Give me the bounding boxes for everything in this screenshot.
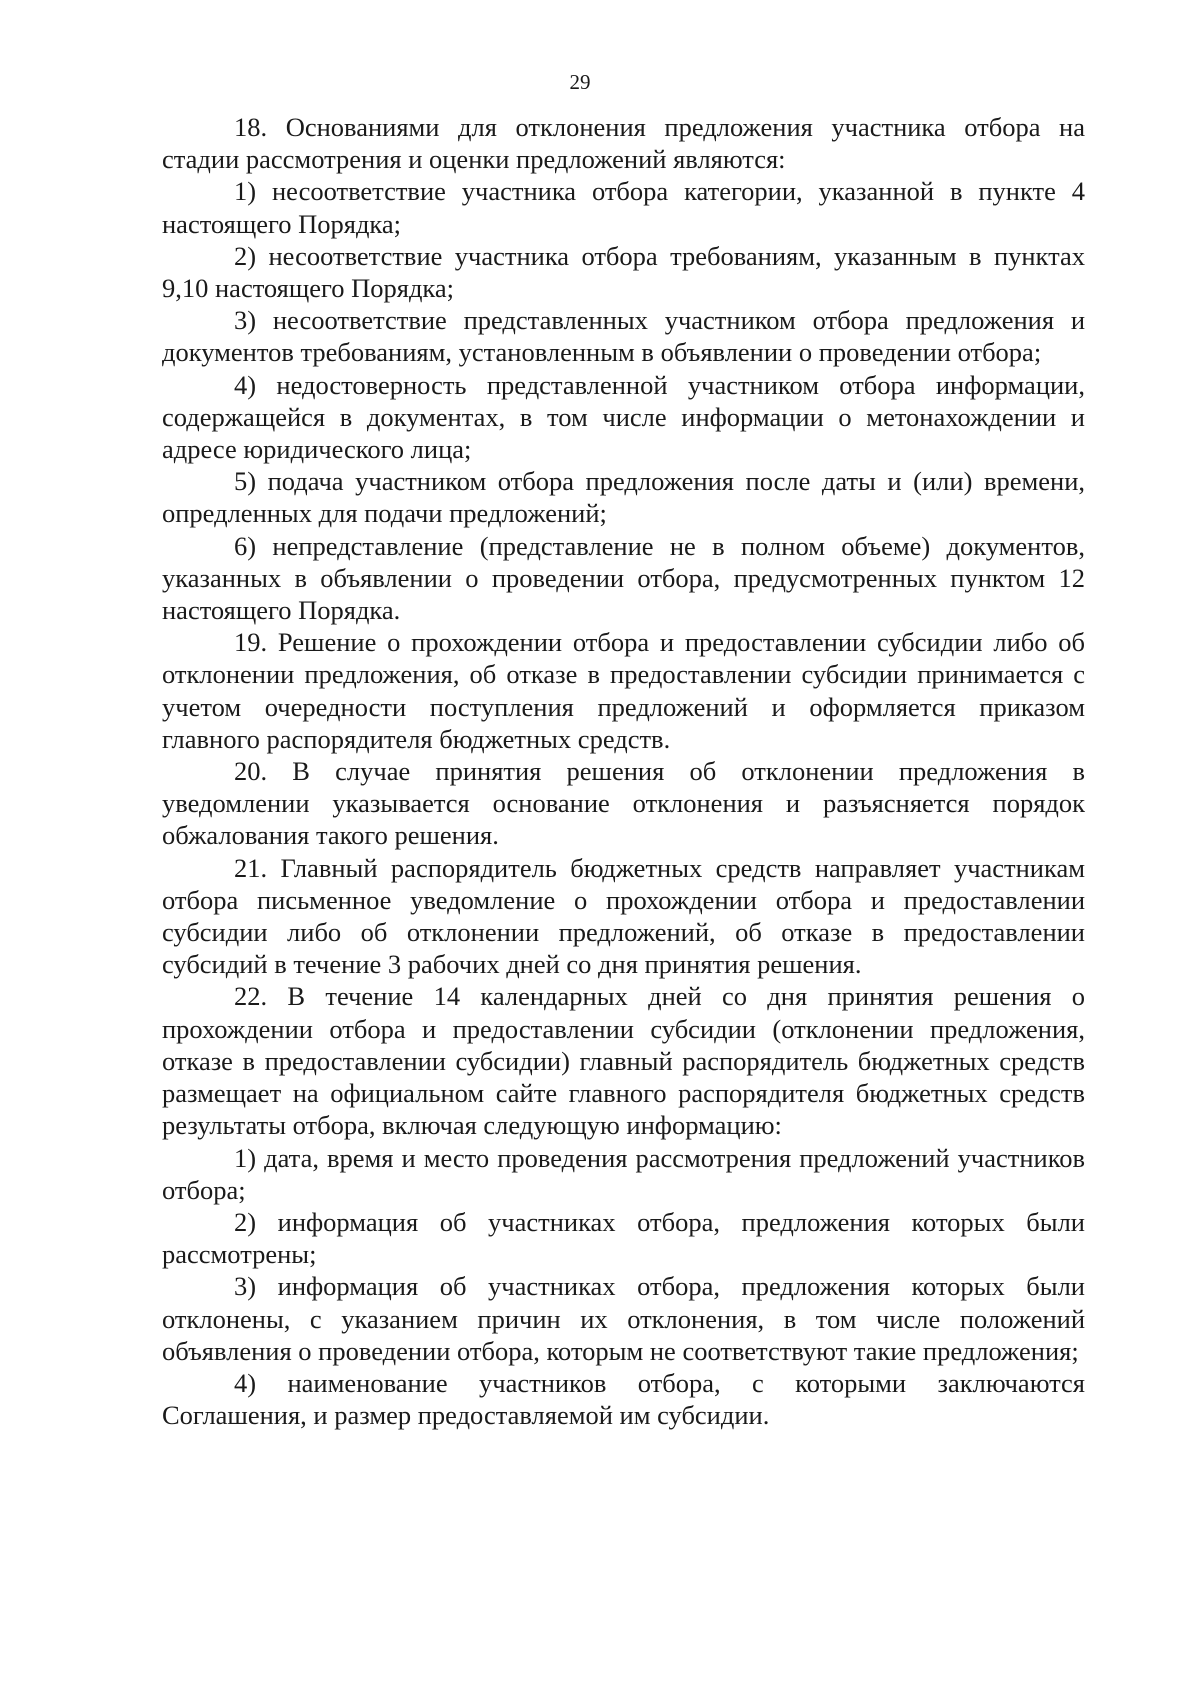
document-body	[162, 111, 1085, 1431]
paragraph-18-item-1: 1) несоответствие участника отбора категории, указанной в пункте 4 настоящего Порядка;	[162, 176, 1085, 239]
paragraph-22-item-4: 4) наименование участников отбора, с которыми заключаются Соглашения, и размер предоставляемой им субсидии.	[162, 1367, 1085, 1431]
paragraph-20: 20. В случае принятия решения об отклонении предложения в уведомлении указывается основание отклонения и разъясняется порядок обжалования такого решения.	[162, 756, 1085, 851]
paragraph-18-item-3: 3) несоответствие представленных участником отбора предложения и документов требованиям, установленным в объявлении о проведении отбора;	[162, 305, 1085, 368]
paragraph-22: 22. В течение 14 календарных дней со дня принятия решения о прохождении отбора и предоставлении субсидии (отклонении предложения, отказе в предоставлении субсидии) главный распорядитель бюджетных средств размещает на официальном сайте главного распорядителя бюджетных средств результаты отбора, включая следующую информацию:	[162, 981, 1085, 1141]
paragraph-18-item-6: 6) непредставление (представление не в полном объеме) документов, указанных в объявлении о проведении отбора, предусмотренных пунктом 12 настоящего Порядка.	[162, 530, 1085, 626]
paragraph-19: 19. Решение о прохождении отбора и предоставлении субсидии либо об отклонении предложения, об отказе в предоставлении субсидии принимается с учетом очередности поступления предложений и оформляется приказом главного распорядителя бюджетных средств.	[162, 627, 1085, 754]
paragraph-21: 21. Главный распорядитель бюджетных средств направляет участникам отбора письменное уведомление о прохождении отбора и предоставлении субсидии либо об отклонении предложений, об отказе в предоставлении субсидий в течение 3 рабочих дней со дня принятия решения.	[162, 852, 1085, 980]
page-number: 29	[569, 70, 591, 94]
paragraph-22-item-2: 2) информация об участниках отбора, предложения которых были рассмотрены;	[162, 1206, 1085, 1270]
paragraph-18-item-4: 4) недостоверность представленной участником отбора информации, содержащейся в документах, в том числе информации о метонахождении и адресе юридического лица;	[162, 369, 1085, 465]
paragraph-18-item-2: 2) несоответствие участника отбора требованиям, указанным в пунктах 9,10 настоящего Порядка;	[162, 240, 1085, 304]
paragraph-18: 18. Основаниями для отклонения предложения участника отбора на стадии рассмотрения и оценки предложений являются:	[162, 112, 1085, 175]
paragraph-18-item-5: 5) подача участником отбора предложения после даты и (или) времени, опредленных для подачи предложений;	[162, 466, 1085, 529]
paragraph-22-item-3: 3) информация об участниках отбора, предложения которых были отклонены, с указанием причин их отклонения, в том числе положений объявления о проведении отбора, которым не соответствуют такие предложения;	[162, 1271, 1085, 1366]
paragraph-22-item-1: 1) дата, время и место проведения рассмотрения предложений участников отбора;	[162, 1142, 1085, 1205]
